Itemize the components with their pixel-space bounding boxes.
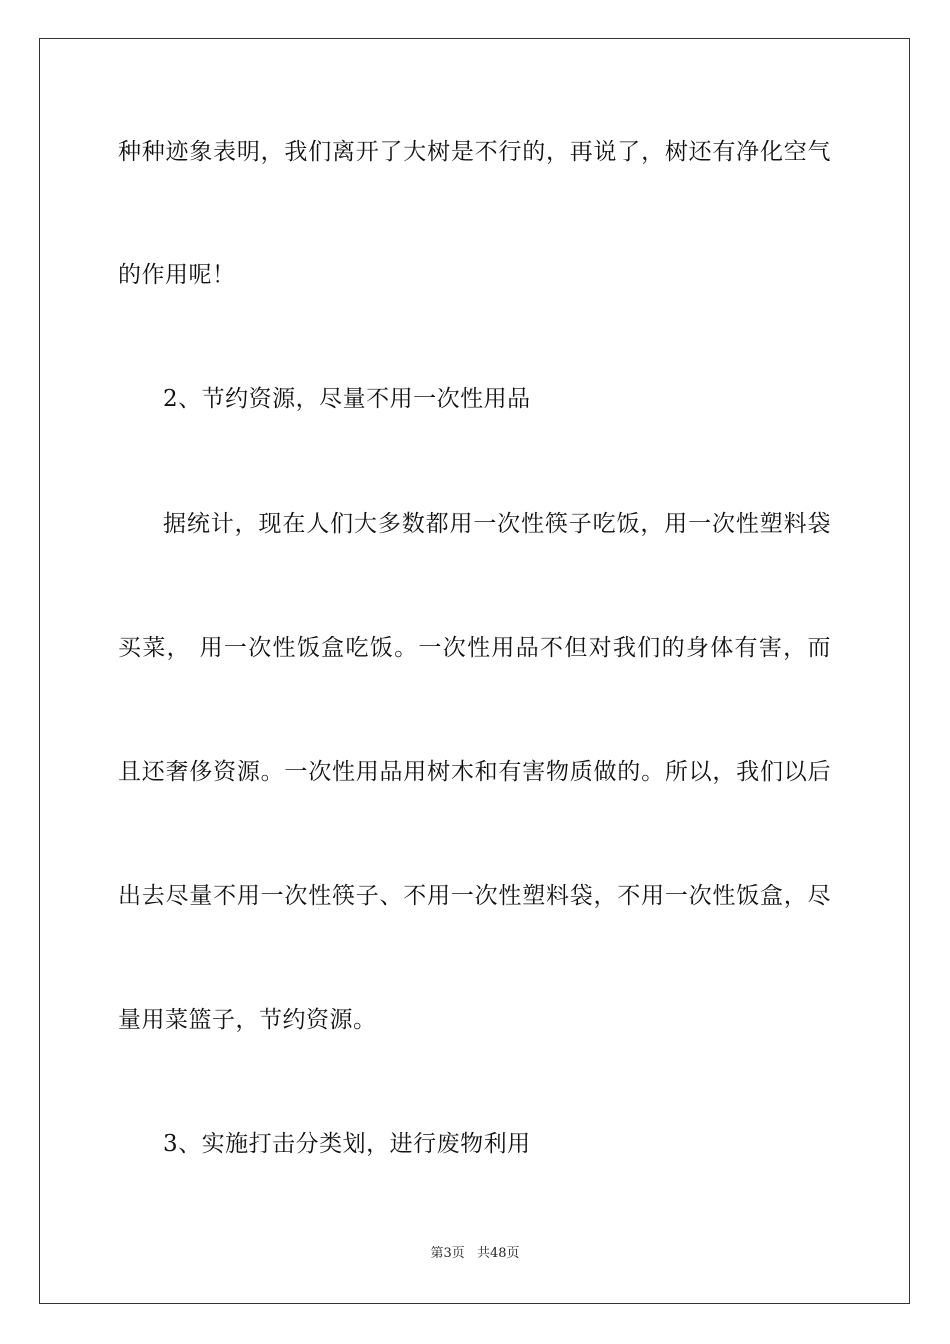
page-border <box>39 38 910 1304</box>
section-heading: 3、实施打击分类划，进行废物利用 <box>163 1131 531 1157</box>
paragraph-line: 量用菜篮子，节约资源。 <box>118 1007 377 1033</box>
paragraph-line: 出去尽量不用一次性筷子、不用一次性塑料袋，不用一次性饭盒，尽 <box>118 883 831 909</box>
paragraph-line: 据统计，现在人们大多数都用一次性筷子吃饭，用一次性塑料袋 <box>163 511 831 537</box>
paragraph-line: 且还奢侈资源。一次性用品用树木和有害物质做的。所以，我们以后 <box>118 759 831 785</box>
page-footer <box>0 1245 950 1263</box>
paragraph-line: 种种迹象表明，我们离开了大树是不行的，再说了，树还有净化空气 <box>118 139 831 165</box>
paragraph-line: 买菜， 用一次性饭盒吃饭。一次性用品不但对我们的身体有害，而 <box>118 635 831 661</box>
paragraph-line: 的作用呢！ <box>118 262 236 288</box>
section-heading: 2、节约资源，尽量不用一次性用品 <box>163 386 531 412</box>
page-total: 共48页 <box>476 1246 520 1261</box>
page-number: 第3页 <box>430 1246 465 1261</box>
